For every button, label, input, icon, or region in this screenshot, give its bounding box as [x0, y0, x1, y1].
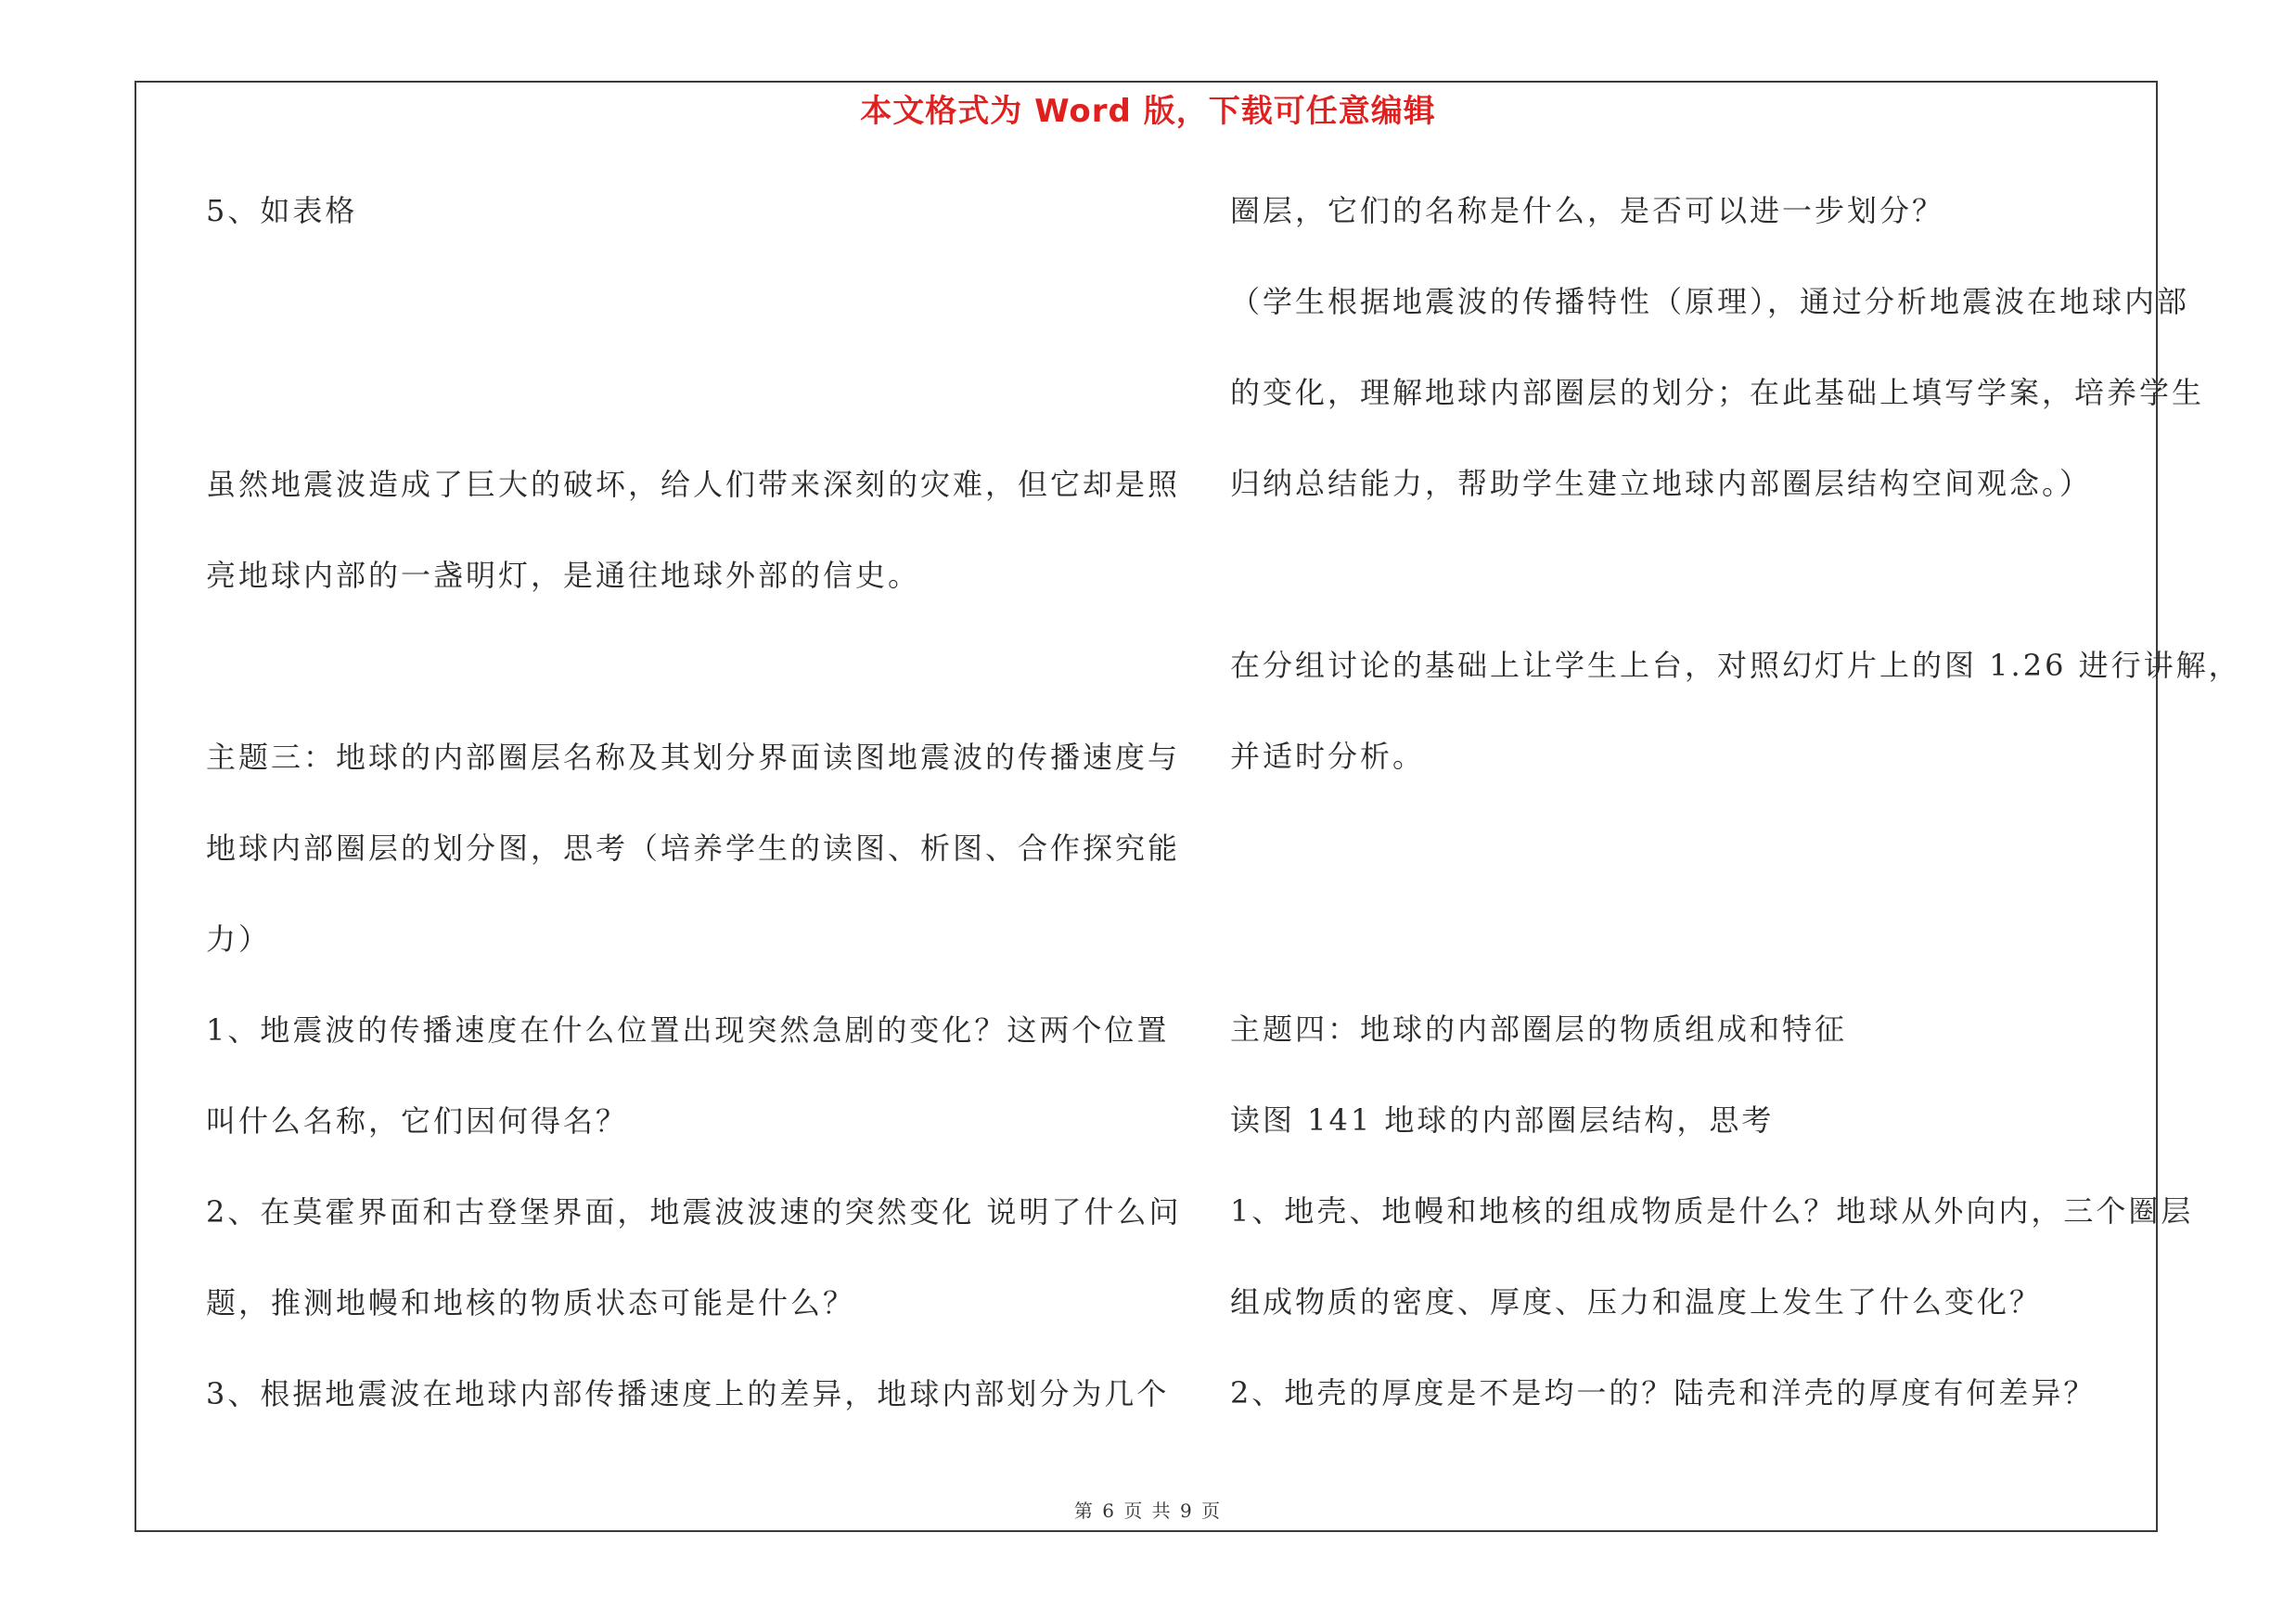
right-line-1: 圈层，它们的名称是什么，是否可以进一步划分？ — [1230, 193, 1945, 228]
left-line-3: 亮地球内部的一盏明灯，是通往地球外部的信史。 — [206, 558, 921, 593]
left-line-11: 3、根据地震波在地球内部传播速度上的差异，地球内部划分为几个 — [206, 1376, 1170, 1411]
right-line-8: 读图 141 地球的内部圈层结构，思考 — [1230, 1102, 1775, 1138]
right-line-2: （学生根据地震波的传播特性（原理），通过分析地震波在地球内部 — [1230, 284, 2190, 319]
left-line-6: 力） — [206, 921, 272, 957]
right-line-5: 在分组讨论的基础上让学生上台，对照幻灯片上的图 1.26 进行讲解， — [1230, 648, 2241, 683]
right-line-10: 组成物质的密度、厚度、压力和温度上发生了什么变化？ — [1230, 1284, 2043, 1320]
left-line-5: 地球内部圈层的划分图，思考（培养学生的读图、析图、合作探究能 — [206, 831, 1181, 866]
right-line-3: 的变化，理解地球内部圈层的划分；在此基础上填写学案，培养学生 — [1230, 375, 2205, 410]
left-line-7: 1、地震波的传播速度在什么位置出现突然急剧的变化？这两个位置 — [206, 1012, 1170, 1048]
document-banner: 本文格式为 Word 版，下载可任意编辑 — [860, 93, 1436, 130]
right-line-6: 并适时分析。 — [1230, 739, 1426, 774]
left-line-4: 主题三：地球的内部圈层名称及其划分界面读图地震波的传播速度与 — [206, 740, 1181, 775]
left-line-10: 题，推测地幔和地核的物质状态可能是什么？ — [206, 1285, 856, 1320]
left-line-1: 5、如表格 — [206, 193, 358, 228]
left-line-9: 2、在莫霍界面和古登堡界面，地震波波速的突然变化 说明了什么问 — [206, 1194, 1182, 1230]
right-line-7: 主题四：地球的内部圈层的物质组成和特征 — [1230, 1011, 1848, 1047]
page-number: 第 6 页 共 9 页 — [1073, 1500, 1223, 1522]
right-line-4: 归纳总结能力，帮助学生建立地球内部圈层结构空间观念。） — [1230, 466, 2093, 501]
left-line-2: 虽然地震波造成了巨大的破坏，给人们带来深刻的灾难，但它却是照 — [206, 467, 1181, 502]
left-line-8: 叫什么名称，它们因何得名？ — [206, 1103, 629, 1139]
right-line-9: 1、地壳、地幔和地核的组成物质是什么？地球从外向内，三个圈层 — [1230, 1193, 2194, 1229]
right-line-11: 2、地壳的厚度是不是均一的？陆壳和洋壳的厚度有何差异？ — [1230, 1375, 2097, 1410]
